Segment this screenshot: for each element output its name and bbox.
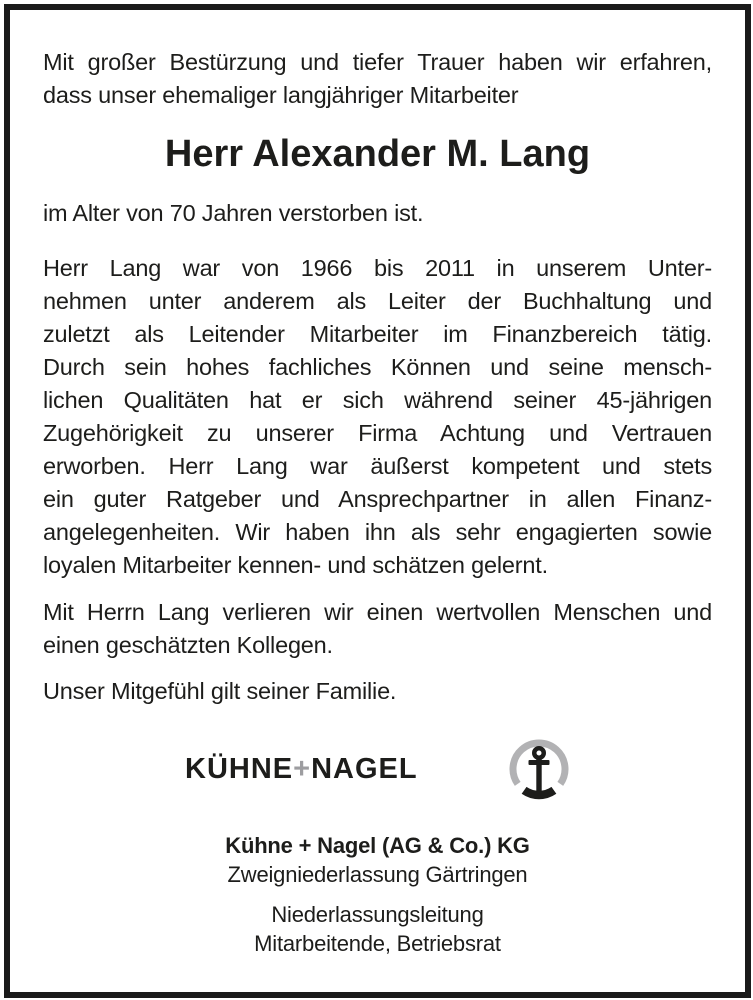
company-logo-row [43,738,712,801]
condolence-line: Unser Mitgefühl gilt seiner Familie. [43,678,397,704]
text-line: zuletzt als Leitender Mitarbeiter im Finanzbereich tätig. [43,321,712,347]
text-line: Niederlassungsleitung [271,902,484,927]
text-line: Mit großer Bestürzung und tiefer Trauer haben wir erfahren, [43,49,712,75]
text-line: dass unser ehemaliger langjähriger Mitarbeiter [43,82,519,108]
text-line: einen geschätzten Kollegen. [43,632,333,658]
loss-text [43,596,712,662]
tribute-text [43,252,712,582]
kuehne-nagel-wordmark [185,753,418,786]
text-line: Durch sein hohes fachliches Können und seine mensch- [43,354,712,380]
text-line: Mitarbeitende, Betriebsrat [254,931,501,956]
age-line: im Alter von 70 Jahren verstorben ist. [43,200,424,226]
signers-list [43,900,712,958]
notice-border-frame [4,4,751,998]
anchor-icon [508,738,570,801]
signature-block [43,831,712,958]
text-line: lichen Qualitäten hat er sich während seiner 45-jährigen [43,387,712,413]
text-line: angelegenheiten. Wir haben ihn als sehr engagierten sowie [43,519,712,545]
text-line: Herr Lang war von 1966 bis 2011 in unserem Unter- [43,255,712,281]
wordmark-kuehne: KÜHNE [185,753,294,785]
branch-name: Zweigniederlassung Gärtringen [227,862,528,887]
deceased-name: Herr Alexander M. Lang [164,133,591,175]
company-name: Kühne + Nagel (AG & Co.) KG [225,833,530,858]
text-line: Mit Herrn Lang verlieren wir einen wertvollen Menschen und [43,599,712,625]
text-line: loyalen Mitarbeiter kennen- und schätzen gelernt. [43,552,548,578]
text-line: ein guter Ratgeber und Ansprechpartner in allen Finanz- [43,486,712,512]
text-line: erworben. Herr Lang war äußerst kompetent und stets [43,453,712,479]
wordmark-nagel: NAGEL [311,753,418,785]
intro-text [43,46,712,112]
text-line: Zugehörigkeit zu unserer Firma Achtung und Vertrauen [43,420,712,446]
text-line: nehmen unter anderem als Leiter der Buchhaltung und [43,288,712,314]
wordmark-plus: + [293,753,312,785]
